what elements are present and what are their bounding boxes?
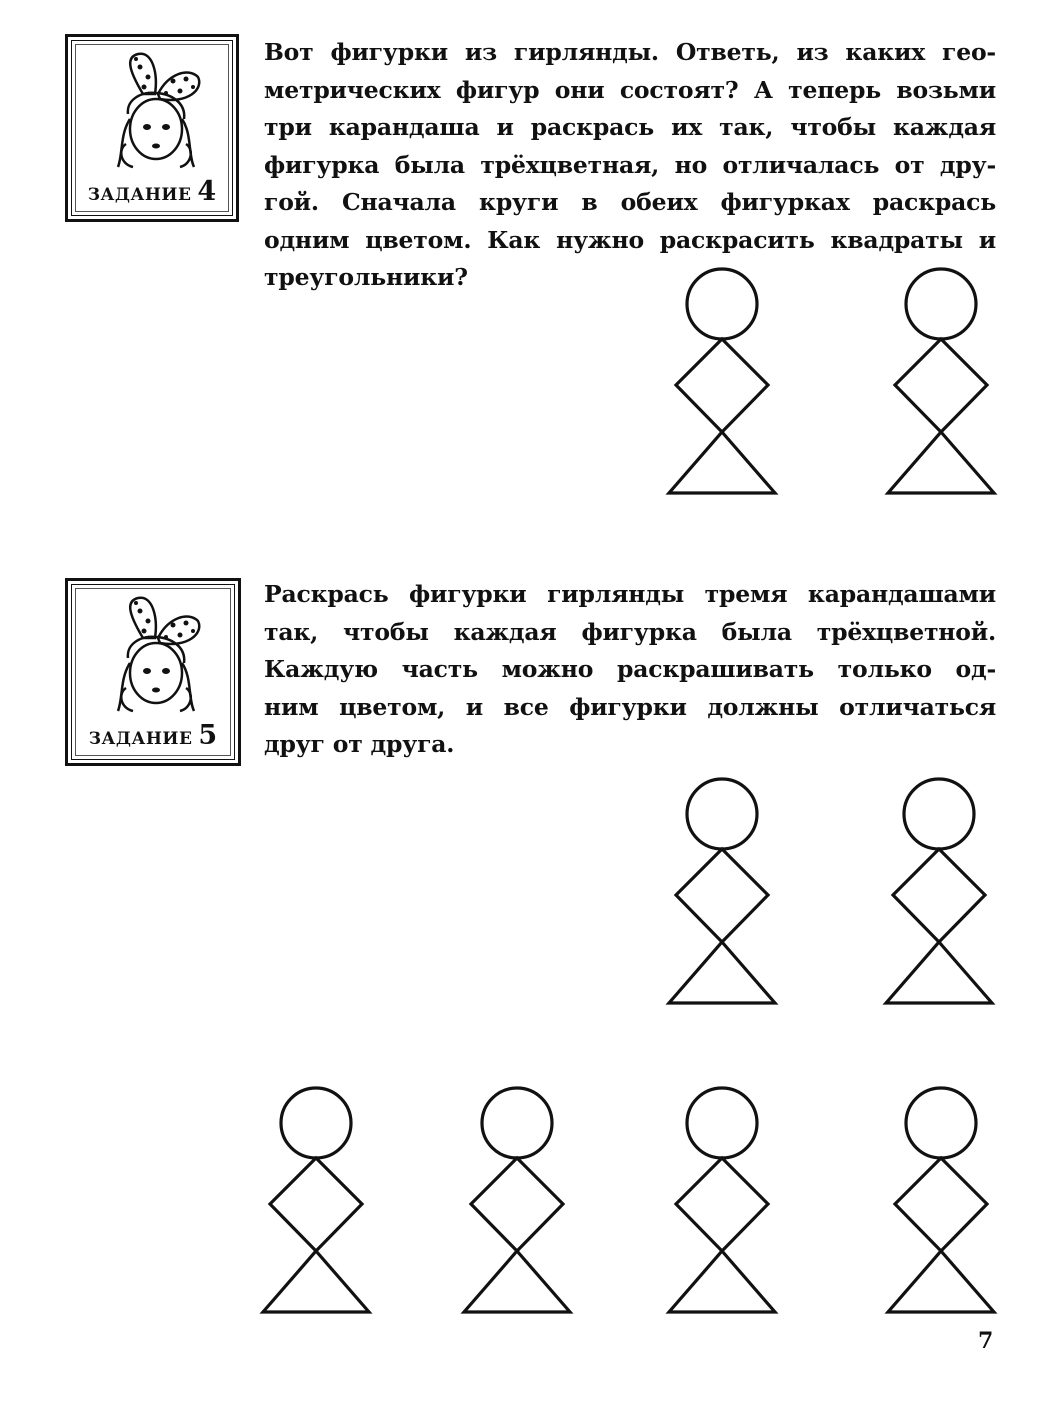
instruction-line: так, чтобы каждая фигурка была трёхцветной.: [264, 617, 996, 646]
task-number: 4: [197, 176, 217, 207]
garland-figure: [669, 1088, 775, 1312]
circle-shape: [281, 1088, 351, 1158]
triangle-shape: [669, 942, 775, 1003]
instruction-line: Раскрась фигурки гирлянды тремя карандашами: [264, 580, 996, 608]
instruction-line: одним цветом. Как нужно раскрасить квадраты и: [264, 225, 996, 254]
instruction-line: метрических фигур они состоят? А теперь возьми: [264, 75, 996, 104]
girl-with-bow-illustration-icon: [98, 593, 213, 723]
circle-shape: [906, 1088, 976, 1158]
triangle-shape: [669, 1251, 775, 1312]
instruction-line: три карандаша и раскрась их так, чтобы каждая: [264, 113, 996, 141]
circle-shape: [687, 1088, 757, 1158]
square-shape: [676, 339, 768, 432]
task-5-label: [68, 720, 238, 751]
instruction-line: друг от друга.: [264, 730, 455, 758]
garland-figure: [886, 779, 992, 1003]
square-shape: [893, 849, 985, 942]
garland-figure: [888, 269, 994, 493]
circle-shape: [687, 779, 757, 849]
circle-shape: [904, 779, 974, 849]
task-5-badge: [65, 578, 241, 766]
square-shape: [895, 1158, 987, 1251]
task-4-badge: [65, 34, 239, 222]
triangle-shape: [669, 432, 775, 493]
square-shape: [270, 1158, 362, 1251]
garland-figure: [669, 269, 775, 493]
task-label-word: ЗАДАНИЕ: [88, 729, 193, 749]
page-number: 7: [978, 1328, 994, 1354]
task-label-word: ЗАДАНИЕ: [87, 185, 192, 205]
garland-figure: [263, 1088, 369, 1312]
garland-figure: [464, 1088, 570, 1312]
instruction-line: треугольники?: [264, 263, 468, 291]
girl-with-bow-illustration-icon: [98, 49, 213, 179]
circle-shape: [482, 1088, 552, 1158]
task-number: 5: [198, 720, 218, 751]
triangle-shape: [886, 942, 992, 1003]
triangle-shape: [888, 432, 994, 493]
instruction-line: Вот фигурки из гирлянды. Ответь, из каких гео-: [264, 38, 996, 66]
garland-figure: [669, 779, 775, 1003]
triangle-shape: [464, 1251, 570, 1312]
square-shape: [471, 1158, 563, 1251]
task-4-label: [68, 176, 236, 207]
garland-figure: [888, 1088, 994, 1312]
instruction-line: ним цветом, и все фигурки должны отличаться: [264, 692, 996, 721]
instruction-line: гой. Сначала круги в обеих фигурках раскрась: [264, 188, 996, 216]
square-shape: [676, 1158, 768, 1251]
instruction-line: фигурка была трёхцветная, но отличалась от дру-: [264, 150, 996, 179]
task-4-instructions: [264, 34, 996, 297]
square-shape: [676, 849, 768, 942]
instruction-line: Каждую часть можно раскрашивать только од-: [264, 655, 996, 683]
triangle-shape: [888, 1251, 994, 1312]
triangle-shape: [263, 1251, 369, 1312]
square-shape: [895, 339, 987, 432]
task-5-instructions: [264, 576, 996, 764]
